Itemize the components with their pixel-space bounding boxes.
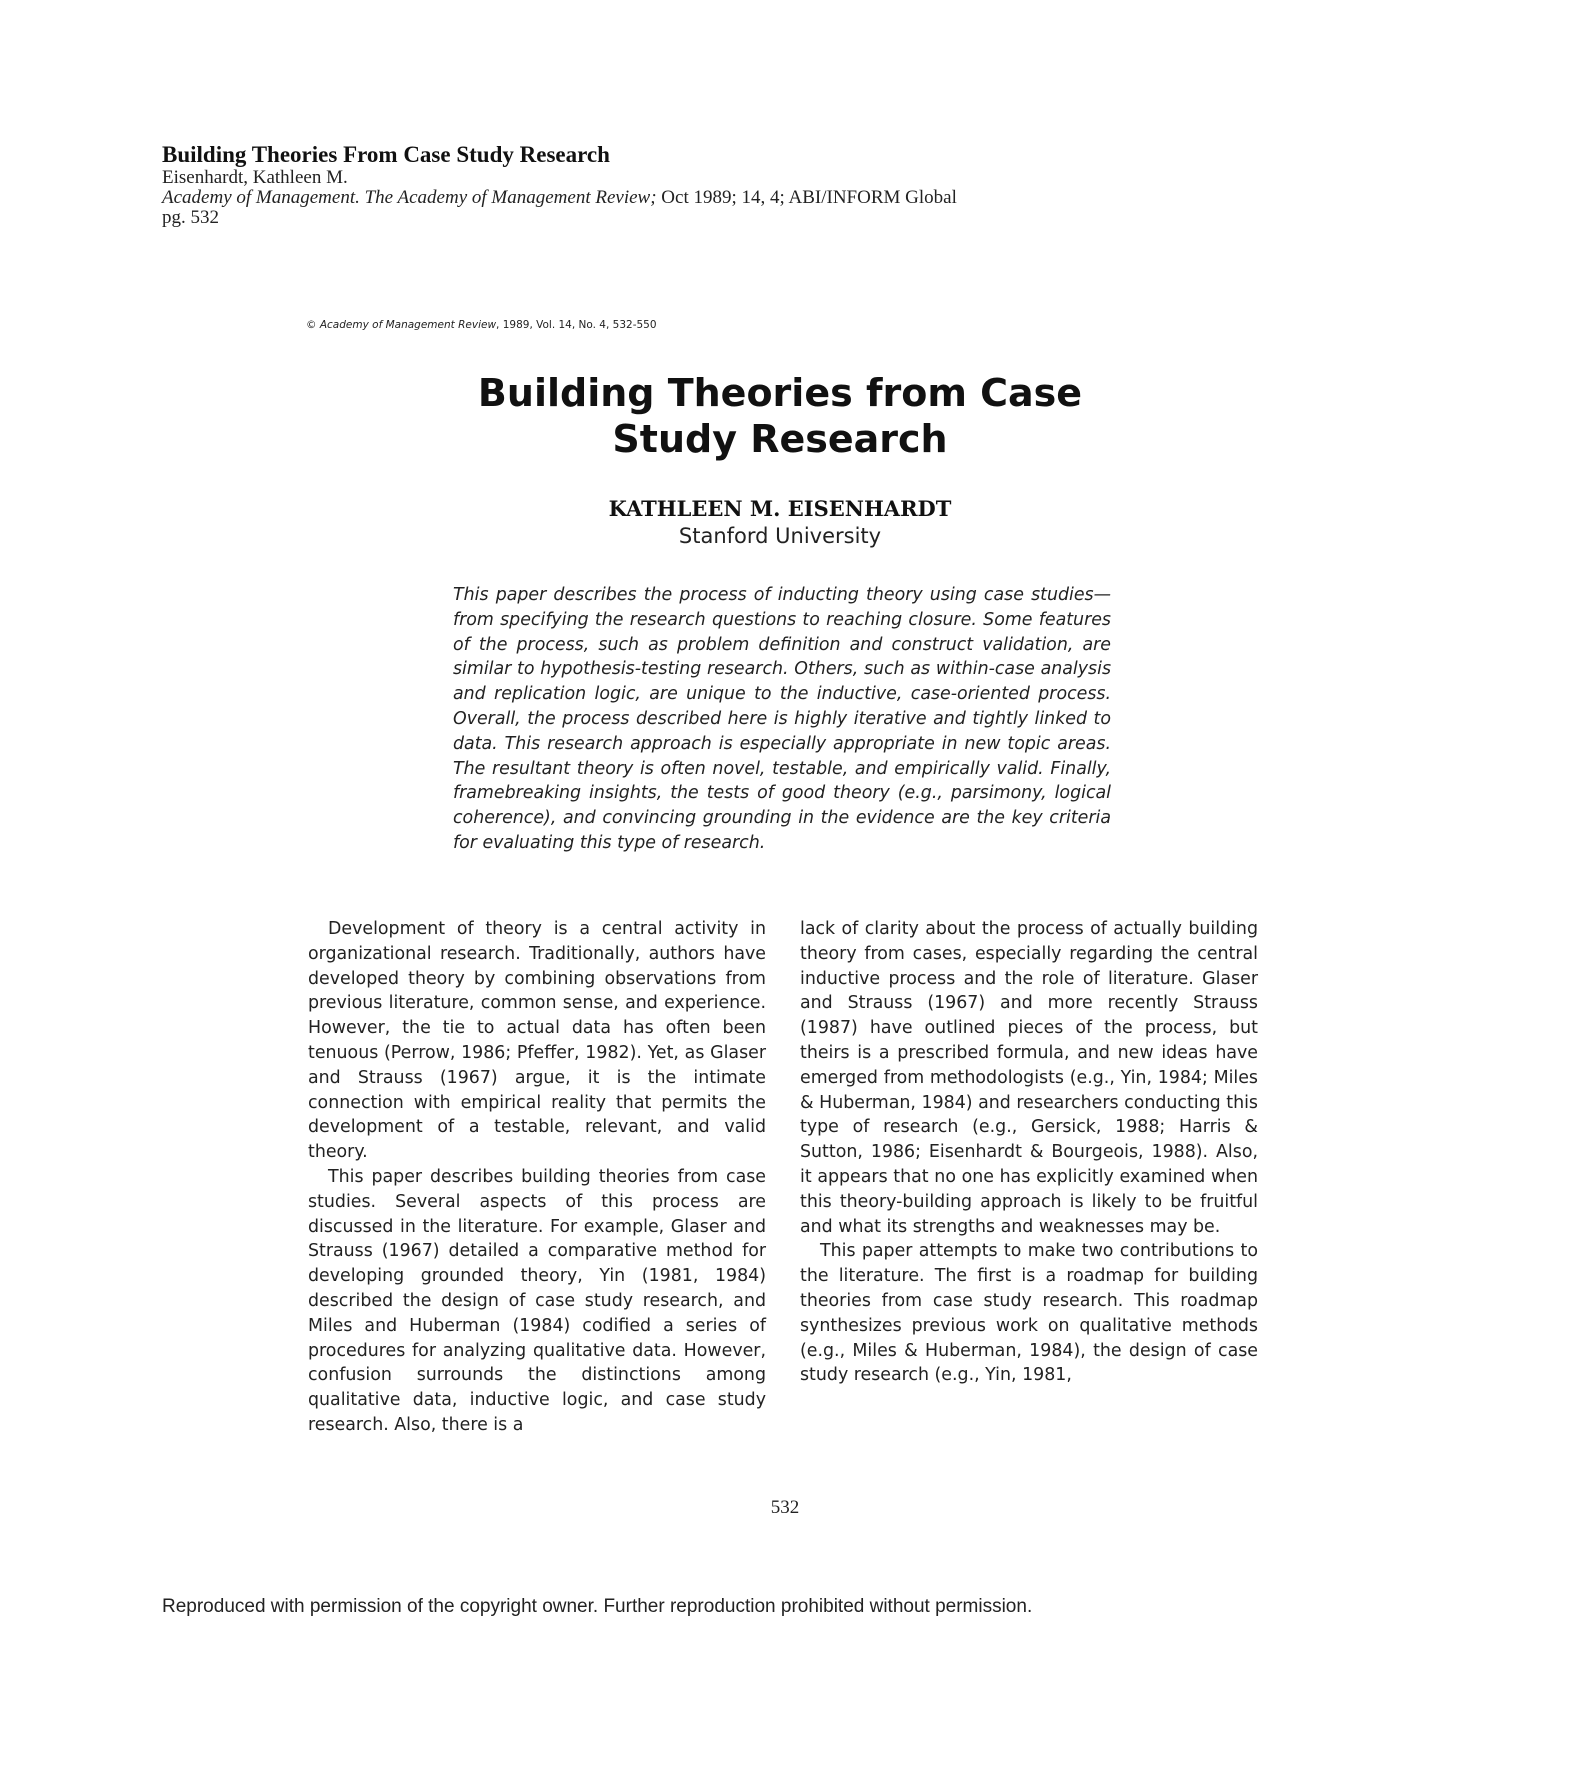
- article-author: KATHLEEN M. EISENHARDT: [608, 496, 952, 521]
- author-affiliation: Stanford University: [678, 524, 882, 548]
- body-column-right: [800, 917, 1258, 1388]
- copyright-footer: Reproduced with permission of the copyright owner. Further reproduction prohibited without permission.: [162, 1596, 1033, 1617]
- body-paragraph: Development of theory is a central activity in organizational research. Traditionally, authors have developed theory by combining observations from previous literature, common sense, and experience. However, the tie to actual data has often been tenuous (Perrow, 1986; Pfeffer, 1982). Yet, as Glaser and Strauss (1967) argue, it is the intimate connection with empirical reality that permits the development of a testable, relevant, and valid theory.: [308, 919, 766, 1163]
- body-paragraph: lack of clarity about the process of actually building theory from cases, especially regarding the central inductive process and the role of literature. Glaser and Strauss (1967) and more recently Strauss (1987) have outlined pieces of the process, but theirs is a prescribed formula, and new ideas have emerged from methodologists (e.g., Yin, 1984; Miles & Huberman, 1984) and researchers conducting this type of research (e.g., Gersick, 1988; Harris & Sutton, 1986; Eisenhardt & Bourgeois, 1988). Also, it appears that no one has explicitly examined when this theory-building approach is likely to be fruitful and what its strengths and weaknesses may be.: [800, 919, 1258, 1237]
- abstract: This paper describes the process of inducting theory using case studies—from specifying the research questions to reaching closure. Some features of the process, such as problem definition and construct validation, are similar to hypothesis-testing research. Others, such as within-case analysis and replication logic, are unique to the inductive, case-oriented process. Overall, the process described here is highly iterative and tightly linked to data. This research approach is especially appropriate in new topic areas. The resultant theory is often novel, testable, and empirically valid. Finally, framebreaking insights, the tests of good theory (e.g., parsimony, logical coherence), and convincing grounding in the evidence are the key criteria for evaluating this type of research.: [453, 585, 1111, 853]
- header-author: Eisenhardt, Kathleen M.: [162, 167, 348, 188]
- article-title-line-2: Study Research: [612, 417, 948, 461]
- header-issue: Oct 1989; 14, 4; ABI/INFORM Global: [656, 187, 957, 208]
- page-number: 532: [770, 1497, 800, 1518]
- document-metadata: [162, 142, 1262, 228]
- article-title-line-1: Building Theories from Case: [477, 371, 1083, 415]
- header-title: Building Theories From Case Study Research: [162, 142, 610, 167]
- article-title: [360, 370, 1200, 462]
- body-paragraph: This paper attempts to make two contributions to the literature. The first is a roadmap for building theories from case study research. This roadmap synthesizes previous work on qualitative methods (e.g., Miles & Huberman, 1984), the design of case study research (e.g., Yin, 1981,: [800, 1241, 1258, 1386]
- body-column-left: [308, 917, 766, 1438]
- header-journal: Academy of Management. The Academy of Management Review;: [162, 187, 657, 208]
- citation-journal: Academy of Management Review: [319, 319, 497, 331]
- header-page: pg. 532: [162, 207, 219, 228]
- journal-citation: [306, 319, 657, 331]
- header-source: [162, 188, 1262, 208]
- body-paragraph: This paper describes building theories from case studies. Several aspects of this process are discussed in the literature. For example, Glaser and Strauss (1967) detailed a comparative method for developing grounded theory, Yin (1981, 1984) described the design of case study research, and Miles and Huberman (1984) codified a series of procedures for analyzing qualitative data. However, confusion surrounds the distinctions among qualitative data, inductive logic, and case study research. Also, there is a: [308, 1166, 766, 1435]
- copyright-symbol: ©: [306, 319, 320, 331]
- citation-details: , 1989, Vol. 14, No. 4, 532-550: [496, 319, 657, 331]
